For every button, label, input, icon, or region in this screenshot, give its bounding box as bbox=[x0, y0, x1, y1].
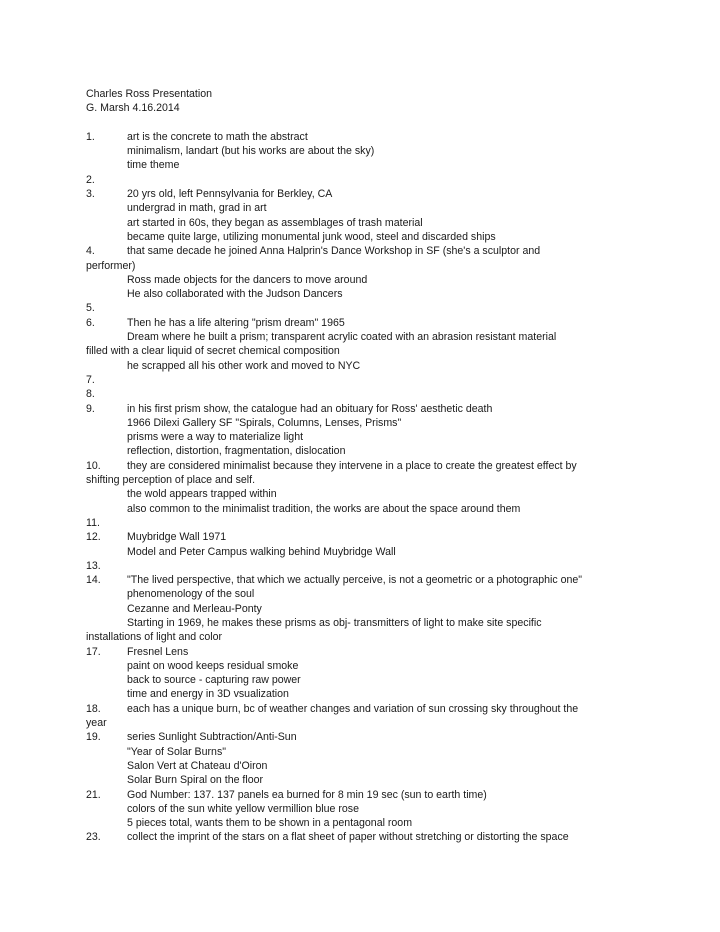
note-number: 8. bbox=[86, 388, 95, 401]
wrapped-text: shifting perception of place and self. bbox=[86, 474, 256, 487]
note-line bbox=[86, 259, 646, 273]
note-line bbox=[86, 702, 646, 716]
note-number: 23. bbox=[86, 831, 101, 844]
note-number: 5. bbox=[86, 302, 95, 315]
note-subtext: time and energy in 3D vsualization bbox=[127, 688, 289, 701]
note-number: 14. bbox=[86, 574, 101, 587]
note-number: 6. bbox=[86, 316, 95, 329]
note-line bbox=[86, 502, 646, 516]
note-line bbox=[86, 559, 646, 573]
note-text: 20 yrs old, left Pennsylvania for Berkley, CA bbox=[127, 188, 333, 201]
note-line bbox=[86, 816, 646, 830]
note-subtext: "Year of Solar Burns" bbox=[127, 745, 226, 758]
note-text: each has a unique burn, bc of weather changes and variation of sun crossing sky throughout the bbox=[127, 702, 579, 715]
note-subtext: Cezanne and Merleau-Ponty bbox=[127, 602, 262, 615]
note-line bbox=[86, 473, 646, 487]
note-text: collect the imprint of the stars on a flat sheet of paper without stretching or distorting the space bbox=[127, 831, 569, 844]
note-subtext: minimalism, landart (but his works are about the sky) bbox=[127, 145, 375, 158]
note-text: in his first prism show, the catalogue had an obituary for Ross' aesthetic death bbox=[127, 402, 493, 415]
note-subtext: Ross made objects for the dancers to move around bbox=[127, 273, 368, 286]
note-number: 19. bbox=[86, 731, 101, 744]
note-line bbox=[86, 745, 646, 759]
note-line bbox=[86, 273, 646, 287]
note-line bbox=[86, 645, 646, 659]
note-subtext: 5 pieces total, wants them to be shown in a pentagonal room bbox=[127, 817, 413, 830]
spacer bbox=[86, 116, 646, 130]
note-line bbox=[86, 130, 646, 144]
note-subtext: He also collaborated with the Judson Dancers bbox=[127, 288, 343, 301]
note-line bbox=[86, 788, 646, 802]
note-text: Muybridge Wall 1971 bbox=[127, 531, 227, 544]
note-text: Fresnel Lens bbox=[127, 645, 189, 658]
note-number: 21. bbox=[86, 788, 101, 801]
note-line bbox=[86, 359, 646, 373]
note-line bbox=[86, 773, 646, 787]
note-line bbox=[86, 830, 646, 844]
note-line bbox=[86, 402, 646, 416]
document-content bbox=[86, 87, 646, 845]
note-line bbox=[86, 373, 646, 387]
note-subtext: phenomenology of the soul bbox=[127, 588, 255, 601]
wrapped-text: year bbox=[86, 717, 107, 730]
notes-list bbox=[86, 130, 646, 845]
note-subtext: prisms were a way to materialize light bbox=[127, 431, 304, 444]
note-line bbox=[86, 602, 646, 616]
note-line bbox=[86, 301, 646, 315]
note-line bbox=[86, 330, 646, 344]
note-number: 10. bbox=[86, 459, 101, 472]
note-line bbox=[86, 687, 646, 701]
note-subtext: also common to the minimalist tradition, the works are about the space around them bbox=[127, 502, 521, 515]
note-subtext: Salon Vert at Chateau d'Oiron bbox=[127, 759, 268, 772]
note-subtext: became quite large, utilizing monumental junk wood, steel and discarded ships bbox=[127, 230, 496, 243]
note-text: Then he has a life altering "prism dream" 1965 bbox=[127, 316, 345, 329]
note-line bbox=[86, 158, 646, 172]
note-subtext: 1966 Dilexi Gallery SF "Spirals, Columns, Lenses, Prisms" bbox=[127, 416, 402, 429]
note-number: 7. bbox=[86, 373, 95, 386]
note-subtext: undergrad in math, grad in art bbox=[127, 202, 267, 215]
note-text: art is the concrete to math the abstract bbox=[127, 130, 308, 143]
note-subtext: art started in 60s, they began as assemblages of trash material bbox=[127, 216, 423, 229]
note-line bbox=[86, 487, 646, 501]
note-number: 13. bbox=[86, 559, 101, 572]
note-number: 17. bbox=[86, 645, 101, 658]
document-byline: G. Marsh 4.16.2014 bbox=[86, 102, 180, 115]
note-subtext: back to source - capturing raw power bbox=[127, 674, 301, 687]
note-number: 18. bbox=[86, 702, 101, 715]
note-line bbox=[86, 416, 646, 430]
note-subtext: Starting in 1969, he makes these prisms as obj- transmitters of light to make site specific bbox=[127, 616, 542, 629]
note-line bbox=[86, 216, 646, 230]
note-text: God Number: 137. 137 panels ea burned for 8 min 19 sec (sun to earth time) bbox=[127, 788, 487, 801]
note-number: 9. bbox=[86, 402, 95, 415]
note-number: 12. bbox=[86, 531, 101, 544]
note-number: 1. bbox=[86, 130, 95, 143]
note-number: 2. bbox=[86, 173, 95, 186]
note-number: 4. bbox=[86, 245, 95, 258]
note-line bbox=[86, 616, 646, 630]
note-line bbox=[86, 802, 646, 816]
note-subtext: reflection, distortion, fragmentation, dislocation bbox=[127, 445, 346, 458]
note-line bbox=[86, 759, 646, 773]
note-line bbox=[86, 387, 646, 401]
wrapped-text: performer) bbox=[86, 259, 136, 272]
note-subtext: Dream where he built a prism; transparent acrylic coated with an abrasion resistant material bbox=[127, 331, 557, 344]
note-line bbox=[86, 244, 646, 258]
document-title: Charles Ross Presentation bbox=[86, 88, 213, 100]
note-line bbox=[86, 173, 646, 187]
note-line bbox=[86, 630, 646, 644]
note-subtext: Solar Burn Spiral on the floor bbox=[127, 774, 264, 787]
note-subtext: colors of the sun white yellow vermillion blue rose bbox=[127, 802, 359, 815]
note-text: they are considered minimalist because they intervene in a place to create the greatest effect by bbox=[127, 459, 577, 472]
note-number: 3. bbox=[86, 188, 95, 201]
note-line bbox=[86, 730, 646, 744]
note-line bbox=[86, 673, 646, 687]
note-line bbox=[86, 187, 646, 201]
wrapped-text: installations of light and color bbox=[86, 631, 223, 644]
note-line bbox=[86, 316, 646, 330]
note-line bbox=[86, 545, 646, 559]
note-line bbox=[86, 287, 646, 301]
note-line bbox=[86, 530, 646, 544]
note-line bbox=[86, 716, 646, 730]
note-subtext: time theme bbox=[127, 159, 180, 172]
wrapped-text: filled with a clear liquid of secret chemical composition bbox=[86, 345, 340, 358]
note-line bbox=[86, 587, 646, 601]
note-line bbox=[86, 344, 646, 358]
note-line bbox=[86, 659, 646, 673]
note-line bbox=[86, 459, 646, 473]
note-subtext: the wold appears trapped within bbox=[127, 488, 277, 501]
note-line bbox=[86, 430, 646, 444]
note-line bbox=[86, 144, 646, 158]
note-line bbox=[86, 444, 646, 458]
note-subtext: paint on wood keeps residual smoke bbox=[127, 659, 299, 672]
note-line bbox=[86, 230, 646, 244]
note-line bbox=[86, 573, 646, 587]
note-text: that same decade he joined Anna Halprin's Dance Workshop in SF (she's a sculptor and bbox=[127, 245, 541, 258]
note-subtext: he scrapped all his other work and moved to NYC bbox=[127, 359, 361, 372]
note-text: series Sunlight Subtraction/Anti-Sun bbox=[127, 731, 297, 744]
note-subtext: Model and Peter Campus walking behind Muybridge Wall bbox=[127, 545, 396, 558]
note-text: "The lived perspective, that which we actually perceive, is not a geometric or a photographic one" bbox=[127, 574, 583, 587]
note-number: 11. bbox=[86, 516, 100, 529]
note-line bbox=[86, 201, 646, 215]
note-line bbox=[86, 516, 646, 530]
